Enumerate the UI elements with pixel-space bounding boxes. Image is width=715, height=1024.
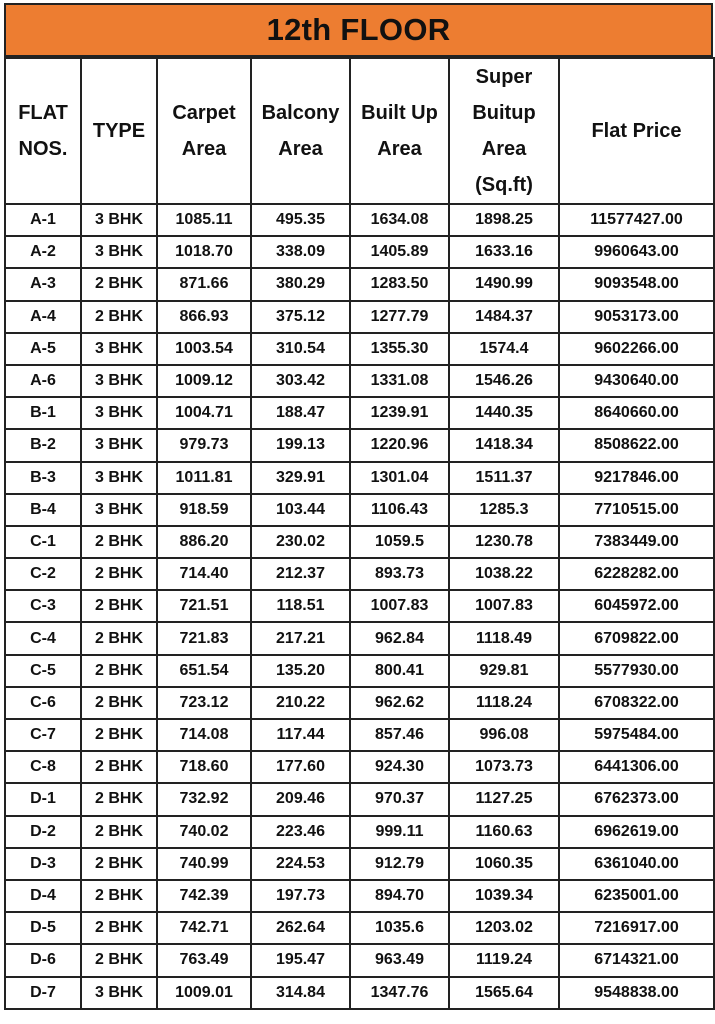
flat-price-cell: 6441306.00 xyxy=(559,751,714,783)
super-builtup-area-cell: 1127.25 xyxy=(449,783,559,815)
flat-no-cell: D-6 xyxy=(5,944,81,976)
header-row xyxy=(5,58,714,204)
flat-price-cell: 9217846.00 xyxy=(559,462,714,494)
table-row xyxy=(5,848,714,880)
super-builtup-area-cell: 1060.35 xyxy=(449,848,559,880)
flat-price-cell: 6962619.00 xyxy=(559,816,714,848)
carpet-area-cell: 1085.11 xyxy=(157,204,251,236)
flat-price-cell: 5577930.00 xyxy=(559,655,714,687)
carpet-area-cell: 886.20 xyxy=(157,526,251,558)
flat-no-cell: C-1 xyxy=(5,526,81,558)
carpet-area-cell: 721.83 xyxy=(157,622,251,654)
flat-no-cell: B-3 xyxy=(5,462,81,494)
table-row xyxy=(5,590,714,622)
balcony-area-cell: 209.46 xyxy=(251,783,350,815)
balcony-area-cell: 314.84 xyxy=(251,977,350,1009)
balcony-area-cell: 212.37 xyxy=(251,558,350,590)
table-row xyxy=(5,462,714,494)
table-row xyxy=(5,301,714,333)
built-up-area-cell: 857.46 xyxy=(350,719,449,751)
super-builtup-area-cell: 1898.25 xyxy=(449,204,559,236)
flat-price-cell: 11577427.00 xyxy=(559,204,714,236)
flat-price-cell: 9960643.00 xyxy=(559,236,714,268)
carpet-area-cell: 1009.01 xyxy=(157,977,251,1009)
type-cell: 2 BHK xyxy=(81,622,157,654)
floor-title: 12th FLOOR xyxy=(4,3,713,57)
balcony-area-cell: 375.12 xyxy=(251,301,350,333)
carpet-area-cell: 721.51 xyxy=(157,590,251,622)
flat-price-cell: 6361040.00 xyxy=(559,848,714,880)
carpet-area-cell: 871.66 xyxy=(157,268,251,300)
flat-no-cell: D-7 xyxy=(5,977,81,1009)
table-row xyxy=(5,204,714,236)
type-cell: 3 BHK xyxy=(81,462,157,494)
balcony-area-cell: 103.44 xyxy=(251,494,350,526)
table-row xyxy=(5,944,714,976)
built-up-area-cell: 1634.08 xyxy=(350,204,449,236)
built-up-area-cell: 894.70 xyxy=(350,880,449,912)
type-cell: 2 BHK xyxy=(81,783,157,815)
flat-no-cell: D-2 xyxy=(5,816,81,848)
flat-no-cell: B-2 xyxy=(5,429,81,461)
flat-no-cell: D-1 xyxy=(5,783,81,815)
flat-price-cell: 9548838.00 xyxy=(559,977,714,1009)
built-up-area-cell: 893.73 xyxy=(350,558,449,590)
table-row xyxy=(5,816,714,848)
type-cell: 2 BHK xyxy=(81,912,157,944)
built-up-area-cell: 1405.89 xyxy=(350,236,449,268)
flat-no-cell: C-6 xyxy=(5,687,81,719)
table-row xyxy=(5,526,714,558)
flat-no-cell: A-3 xyxy=(5,268,81,300)
balcony-area-cell: 230.02 xyxy=(251,526,350,558)
carpet-area-cell: 1004.71 xyxy=(157,397,251,429)
super-builtup-area-cell: 1039.34 xyxy=(449,880,559,912)
super-builtup-area-cell: 1230.78 xyxy=(449,526,559,558)
header-balcony-area: Balcony Area xyxy=(251,58,350,204)
super-builtup-area-cell: 1118.24 xyxy=(449,687,559,719)
balcony-area-cell: 338.09 xyxy=(251,236,350,268)
super-builtup-area-cell: 1546.26 xyxy=(449,365,559,397)
super-builtup-area-cell: 996.08 xyxy=(449,719,559,751)
flat-no-cell: D-5 xyxy=(5,912,81,944)
table-row xyxy=(5,558,714,590)
balcony-area-cell: 303.42 xyxy=(251,365,350,397)
flat-no-cell: A-5 xyxy=(5,333,81,365)
built-up-area-cell: 1220.96 xyxy=(350,429,449,461)
built-up-area-cell: 1347.76 xyxy=(350,977,449,1009)
type-cell: 3 BHK xyxy=(81,429,157,461)
flat-no-cell: D-3 xyxy=(5,848,81,880)
flat-price-cell: 6045972.00 xyxy=(559,590,714,622)
super-builtup-area-cell: 1418.34 xyxy=(449,429,559,461)
built-up-area-cell: 800.41 xyxy=(350,655,449,687)
flat-price-cell: 6762373.00 xyxy=(559,783,714,815)
flat-price-cell: 6709822.00 xyxy=(559,622,714,654)
flat-price-cell: 6714321.00 xyxy=(559,944,714,976)
flat-price-cell: 7216917.00 xyxy=(559,912,714,944)
flat-no-cell: A-6 xyxy=(5,365,81,397)
super-builtup-area-cell: 1490.99 xyxy=(449,268,559,300)
table-row xyxy=(5,880,714,912)
balcony-area-cell: 118.51 xyxy=(251,590,350,622)
table-row xyxy=(5,333,714,365)
built-up-area-cell: 1301.04 xyxy=(350,462,449,494)
super-builtup-area-cell: 929.81 xyxy=(449,655,559,687)
flat-no-cell: C-3 xyxy=(5,590,81,622)
balcony-area-cell: 135.20 xyxy=(251,655,350,687)
flat-price-cell: 9093548.00 xyxy=(559,268,714,300)
flat-no-cell: A-1 xyxy=(5,204,81,236)
flat-price-cell: 7383449.00 xyxy=(559,526,714,558)
built-up-area-cell: 1331.08 xyxy=(350,365,449,397)
carpet-area-cell: 742.71 xyxy=(157,912,251,944)
type-cell: 3 BHK xyxy=(81,977,157,1009)
built-up-area-cell: 1007.83 xyxy=(350,590,449,622)
flat-price-table xyxy=(4,57,715,1010)
flat-no-cell: C-4 xyxy=(5,622,81,654)
type-cell: 2 BHK xyxy=(81,268,157,300)
built-up-area-cell: 999.11 xyxy=(350,816,449,848)
table-row xyxy=(5,687,714,719)
carpet-area-cell: 742.39 xyxy=(157,880,251,912)
built-up-area-cell: 912.79 xyxy=(350,848,449,880)
flat-no-cell: A-4 xyxy=(5,301,81,333)
price-sheet xyxy=(4,3,713,1010)
built-up-area-cell: 962.84 xyxy=(350,622,449,654)
type-cell: 3 BHK xyxy=(81,494,157,526)
super-builtup-area-cell: 1119.24 xyxy=(449,944,559,976)
carpet-area-cell: 1003.54 xyxy=(157,333,251,365)
type-cell: 3 BHK xyxy=(81,333,157,365)
flat-no-cell: C-8 xyxy=(5,751,81,783)
table-row xyxy=(5,397,714,429)
table-row xyxy=(5,977,714,1009)
type-cell: 2 BHK xyxy=(81,558,157,590)
flat-price-cell: 6235001.00 xyxy=(559,880,714,912)
super-builtup-area-cell: 1440.35 xyxy=(449,397,559,429)
built-up-area-cell: 924.30 xyxy=(350,751,449,783)
super-builtup-area-cell: 1007.83 xyxy=(449,590,559,622)
type-cell: 2 BHK xyxy=(81,816,157,848)
table-row xyxy=(5,429,714,461)
carpet-area-cell: 740.02 xyxy=(157,816,251,848)
super-builtup-area-cell: 1565.64 xyxy=(449,977,559,1009)
type-cell: 3 BHK xyxy=(81,204,157,236)
balcony-area-cell: 188.47 xyxy=(251,397,350,429)
table-row xyxy=(5,719,714,751)
type-cell: 2 BHK xyxy=(81,655,157,687)
balcony-area-cell: 223.46 xyxy=(251,816,350,848)
table-row xyxy=(5,751,714,783)
header-type: TYPE xyxy=(81,58,157,204)
super-builtup-area-cell: 1073.73 xyxy=(449,751,559,783)
header-super-builtup-area: Super Buitup Area (Sq.ft) xyxy=(449,58,559,204)
super-builtup-area-cell: 1160.63 xyxy=(449,816,559,848)
built-up-area-cell: 1059.5 xyxy=(350,526,449,558)
balcony-area-cell: 177.60 xyxy=(251,751,350,783)
flat-price-cell: 5975484.00 xyxy=(559,719,714,751)
carpet-area-cell: 1018.70 xyxy=(157,236,251,268)
flat-no-cell: C-2 xyxy=(5,558,81,590)
type-cell: 2 BHK xyxy=(81,590,157,622)
carpet-area-cell: 651.54 xyxy=(157,655,251,687)
type-cell: 2 BHK xyxy=(81,719,157,751)
flat-price-cell: 9602266.00 xyxy=(559,333,714,365)
flat-no-cell: C-7 xyxy=(5,719,81,751)
balcony-area-cell: 197.73 xyxy=(251,880,350,912)
built-up-area-cell: 970.37 xyxy=(350,783,449,815)
carpet-area-cell: 723.12 xyxy=(157,687,251,719)
built-up-area-cell: 962.62 xyxy=(350,687,449,719)
carpet-area-cell: 1011.81 xyxy=(157,462,251,494)
table-row xyxy=(5,365,714,397)
flat-price-cell: 8508622.00 xyxy=(559,429,714,461)
built-up-area-cell: 1106.43 xyxy=(350,494,449,526)
type-cell: 2 BHK xyxy=(81,526,157,558)
balcony-area-cell: 262.64 xyxy=(251,912,350,944)
built-up-area-cell: 1277.79 xyxy=(350,301,449,333)
type-cell: 3 BHK xyxy=(81,365,157,397)
table-row xyxy=(5,655,714,687)
balcony-area-cell: 310.54 xyxy=(251,333,350,365)
carpet-area-cell: 718.60 xyxy=(157,751,251,783)
header-flat-nos: FLAT NOS. xyxy=(5,58,81,204)
super-builtup-area-cell: 1118.49 xyxy=(449,622,559,654)
type-cell: 3 BHK xyxy=(81,397,157,429)
balcony-area-cell: 117.44 xyxy=(251,719,350,751)
header-flat-price: Flat Price xyxy=(559,58,714,204)
carpet-area-cell: 714.08 xyxy=(157,719,251,751)
flat-price-cell: 9430640.00 xyxy=(559,365,714,397)
flat-no-cell: B-1 xyxy=(5,397,81,429)
flat-no-cell: A-2 xyxy=(5,236,81,268)
built-up-area-cell: 1283.50 xyxy=(350,268,449,300)
flat-no-cell: B-4 xyxy=(5,494,81,526)
carpet-area-cell: 1009.12 xyxy=(157,365,251,397)
carpet-area-cell: 740.99 xyxy=(157,848,251,880)
table-row xyxy=(5,268,714,300)
built-up-area-cell: 963.49 xyxy=(350,944,449,976)
flat-price-cell: 6228282.00 xyxy=(559,558,714,590)
type-cell: 2 BHK xyxy=(81,687,157,719)
super-builtup-area-cell: 1484.37 xyxy=(449,301,559,333)
balcony-area-cell: 224.53 xyxy=(251,848,350,880)
super-builtup-area-cell: 1038.22 xyxy=(449,558,559,590)
carpet-area-cell: 732.92 xyxy=(157,783,251,815)
super-builtup-area-cell: 1511.37 xyxy=(449,462,559,494)
built-up-area-cell: 1355.30 xyxy=(350,333,449,365)
super-builtup-area-cell: 1285.3 xyxy=(449,494,559,526)
balcony-area-cell: 495.35 xyxy=(251,204,350,236)
table-row xyxy=(5,236,714,268)
balcony-area-cell: 217.21 xyxy=(251,622,350,654)
type-cell: 2 BHK xyxy=(81,944,157,976)
carpet-area-cell: 714.40 xyxy=(157,558,251,590)
type-cell: 2 BHK xyxy=(81,848,157,880)
table-row xyxy=(5,494,714,526)
header-built-up-area: Built Up Area xyxy=(350,58,449,204)
carpet-area-cell: 979.73 xyxy=(157,429,251,461)
flat-price-cell: 7710515.00 xyxy=(559,494,714,526)
carpet-area-cell: 866.93 xyxy=(157,301,251,333)
table-row xyxy=(5,912,714,944)
flat-price-cell: 6708322.00 xyxy=(559,687,714,719)
flat-price-cell: 9053173.00 xyxy=(559,301,714,333)
carpet-area-cell: 918.59 xyxy=(157,494,251,526)
built-up-area-cell: 1239.91 xyxy=(350,397,449,429)
super-builtup-area-cell: 1633.16 xyxy=(449,236,559,268)
balcony-area-cell: 195.47 xyxy=(251,944,350,976)
flat-no-cell: D-4 xyxy=(5,880,81,912)
type-cell: 2 BHK xyxy=(81,301,157,333)
type-cell: 2 BHK xyxy=(81,751,157,783)
type-cell: 2 BHK xyxy=(81,880,157,912)
balcony-area-cell: 210.22 xyxy=(251,687,350,719)
balcony-area-cell: 199.13 xyxy=(251,429,350,461)
balcony-area-cell: 380.29 xyxy=(251,268,350,300)
type-cell: 3 BHK xyxy=(81,236,157,268)
super-builtup-area-cell: 1203.02 xyxy=(449,912,559,944)
header-carpet-area: Carpet Area xyxy=(157,58,251,204)
flat-price-cell: 8640660.00 xyxy=(559,397,714,429)
table-row xyxy=(5,783,714,815)
built-up-area-cell: 1035.6 xyxy=(350,912,449,944)
super-builtup-area-cell: 1574.4 xyxy=(449,333,559,365)
flat-no-cell: C-5 xyxy=(5,655,81,687)
carpet-area-cell: 763.49 xyxy=(157,944,251,976)
table-row xyxy=(5,622,714,654)
balcony-area-cell: 329.91 xyxy=(251,462,350,494)
